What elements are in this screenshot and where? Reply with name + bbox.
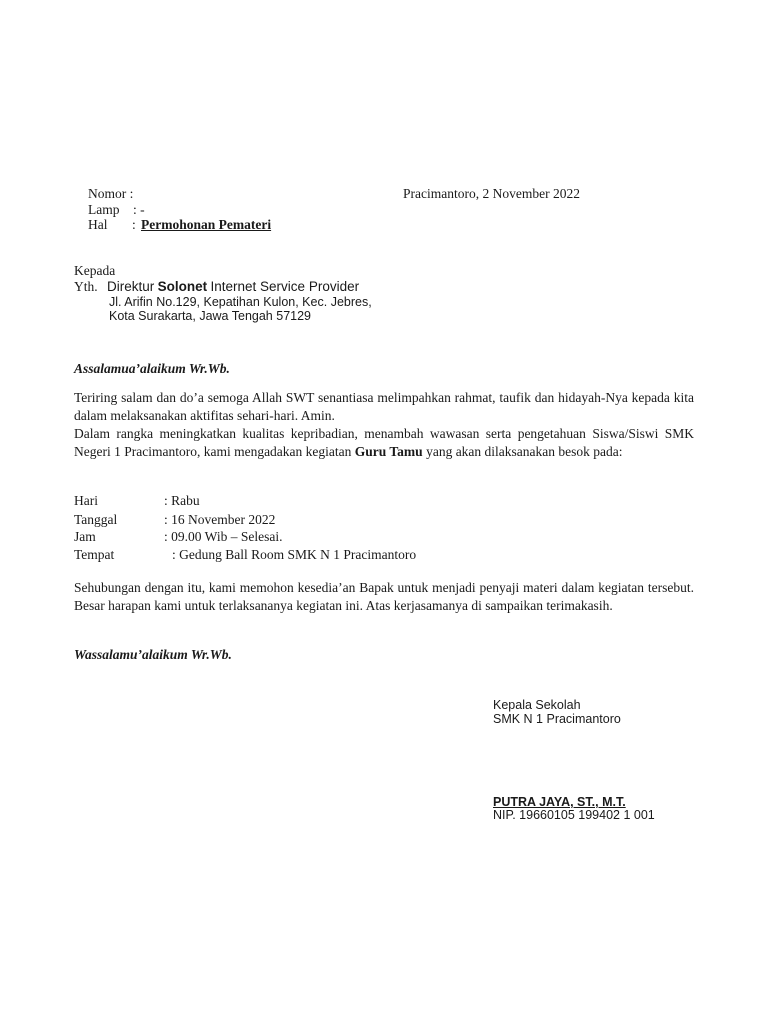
schedule-row bbox=[74, 529, 282, 545]
schedule-value: : Gedung Ball Room SMK N 1 Pracimantoro bbox=[172, 547, 417, 562]
place-date: Pracimantoro, 2 November 2022 bbox=[403, 186, 580, 201]
schedule-value: : 16 November 2022 bbox=[164, 512, 276, 527]
schedule-label: Jam bbox=[74, 529, 96, 544]
schedule-value: : 09.00 Wib – Selesai. bbox=[164, 529, 283, 544]
lamp-label: Lamp bbox=[88, 202, 120, 217]
event-name: Guru Tamu bbox=[354, 444, 423, 459]
address-line-2: Kota Surakarta, Jawa Tengah 57129 bbox=[109, 309, 311, 323]
kepada-label: Kepada bbox=[74, 263, 116, 278]
yth-label: Yth. bbox=[74, 279, 98, 294]
lamp-value: : - bbox=[133, 202, 145, 217]
signer-nip: NIP. 19660105 199402 1 001 bbox=[493, 808, 655, 822]
farewell: Wassalamu’alaikum Wr.Wb. bbox=[74, 647, 232, 662]
schedule-label: Hari bbox=[74, 493, 98, 508]
schedule-row bbox=[74, 512, 275, 528]
recipient-line bbox=[74, 279, 359, 295]
schedule-row bbox=[74, 547, 416, 563]
schedule-label: Tempat bbox=[74, 547, 115, 562]
nomor-label: Nomor : bbox=[88, 186, 134, 201]
address-line-1 bbox=[109, 295, 372, 310]
address-district: Jebres bbox=[330, 295, 369, 309]
schedule-label: Tanggal bbox=[74, 512, 118, 527]
schedule-row bbox=[74, 493, 200, 509]
hal-colon: : bbox=[132, 217, 136, 232]
address-line-1-text: Jl. Arifin No.129, Kepatihan Kulon, Kec. bbox=[109, 295, 328, 309]
paragraph-purpose bbox=[74, 425, 694, 461]
director-label: Direktur bbox=[107, 279, 155, 294]
signer-school: SMK N 1 Pracimantoro bbox=[493, 712, 621, 726]
paragraph-purpose-suffix: yang akan dilaksanakan besok pada: bbox=[426, 444, 623, 459]
address-comma: , bbox=[368, 295, 372, 309]
greeting: Assalamua’alaikum Wr.Wb. bbox=[74, 361, 230, 376]
paragraph-intro: Teriring salam dan do’a semoga Allah SWT senantiasa melimpahkan rahmat, taufik dan hidayah-Nya kepada kita dalam melaksanakan aktifitas sehari-hari. Amin. bbox=[74, 390, 694, 423]
paragraph-closing: Sehubungan dengan itu, kami memohon kesedia’an Bapak untuk menjadi penyaji materi dalam kegiatan tersebut. Besar harapan kami untuk terlaksananya kegiatan ini. Atas kerjasamanya di sampaikan terimakasih. bbox=[74, 580, 694, 613]
hal-label: Hal bbox=[88, 217, 108, 232]
schedule-value: : Rabu bbox=[164, 493, 200, 508]
company-desc: Internet Service Provider bbox=[210, 279, 360, 294]
company-name: Solonet bbox=[157, 279, 208, 294]
subject-title: Permohonan Pemateri bbox=[141, 217, 272, 232]
signer-position: Kepala Sekolah bbox=[493, 698, 581, 712]
signer-name: PUTRA JAYA, ST., M.T. bbox=[493, 795, 626, 809]
paragraph-purpose-prefix: Dalam rangka meningkatkan kualitas kepribadian, menambah wawasan serta pengetahuan Siswa/Siswi SMK Negeri 1 Pracimantoro, kami mengadakan kegiatan bbox=[74, 426, 694, 459]
